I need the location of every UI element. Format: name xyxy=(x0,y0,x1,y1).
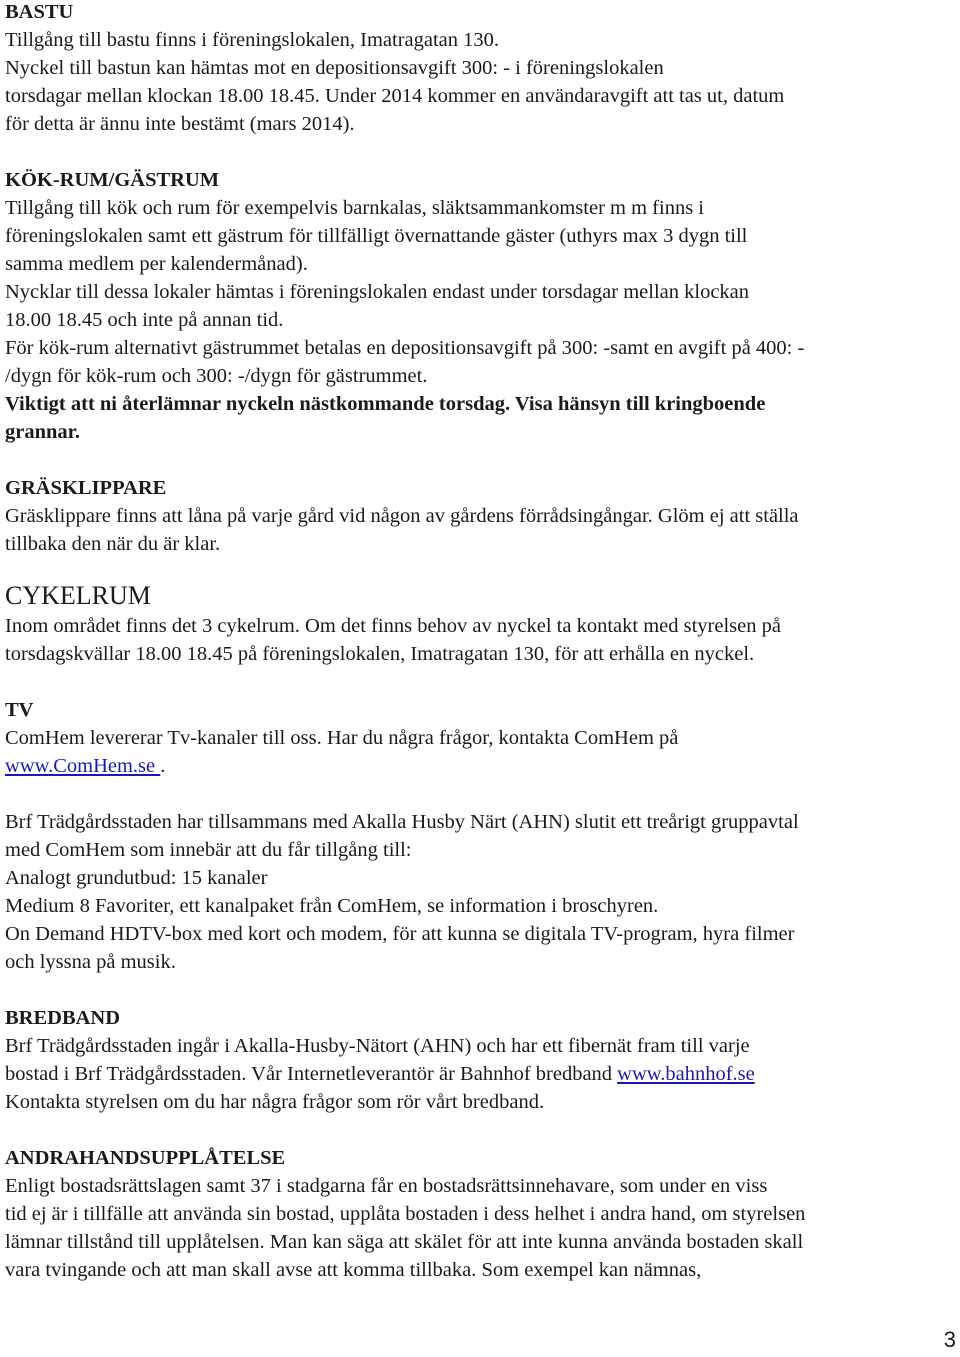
spacer xyxy=(5,976,955,1004)
section-heading: TV xyxy=(5,699,34,721)
section-tv xyxy=(5,696,955,976)
text-line: Tillgång till bastu finns i föreningslokalen, Imatragatan 130. xyxy=(5,29,500,51)
text-line: För kök-rum alternativt gästrummet betalas en depositionsavgift på 300: -samt en avgift på 400: - xyxy=(5,337,805,359)
section-heading: CYKELRUM xyxy=(5,581,151,610)
text-line: tid ej är i tillfälle att använda sin bostad, upplåta bostaden i dess helhet i andra hand, om styrelsen xyxy=(5,1203,806,1225)
text-line: Enligt bostadsrättslagen samt 37 i stadgarna får en bostadsrättsinnehavare, som under en viss xyxy=(5,1175,768,1197)
spacer xyxy=(5,138,955,166)
text-line: Medium 8 Favoriter, ett kanalpaket från ComHem, se information i broschyren. xyxy=(5,895,659,917)
text-line xyxy=(5,752,955,780)
text-line: Analogt grundutbud: 15 kanaler xyxy=(5,867,268,889)
text-line: med ComHem som innebär att du får tillgång till: xyxy=(5,839,412,861)
text-line: Brf Trädgårdsstaden ingår i Akalla-Husby-Nätort (AHN) och har ett fibernät fram till varje xyxy=(5,1035,750,1057)
section-heading: BREDBAND xyxy=(5,1007,121,1029)
text-line: Brf Trädgårdsstaden har tillsammans med Akalla Husby Närt (AHN) slutit ett treårigt gruppavtal xyxy=(5,811,799,833)
text-line: Inom området finns det 3 cykelrum. Om det finns behov av nyckel ta kontakt med styrelsen på xyxy=(5,615,781,637)
bahnhof-link[interactable]: www.bahnhof.se xyxy=(617,1063,755,1085)
section-andrahand xyxy=(5,1144,955,1284)
text-line: Nycklar till dessa lokaler hämtas i föreningslokalen endast under torsdagar mellan klockan xyxy=(5,281,750,303)
text-line: ComHem levererar Tv-kanaler till oss. Har du några frågor, kontakta ComHem på xyxy=(5,727,679,749)
text-line: /dygn för kök-rum och 300: -/dygn för gästrummet. xyxy=(5,365,428,387)
section-heading: ANDRAHANDSUPPLÅTELSE xyxy=(5,1147,286,1169)
text-span: bostad i Brf Trädgårdsstaden. Vår Internetleverantör är Bahnhof bredband xyxy=(5,1063,618,1085)
text-line: för detta är ännu inte bestämt (mars 2014). xyxy=(5,113,355,135)
section-kok-rum xyxy=(5,166,955,446)
section-bredband xyxy=(5,1004,955,1116)
section-bastu xyxy=(5,0,955,138)
important-note: Viktigt att ni återlämnar nyckeln nästkommande torsdag. Visa hänsyn till kringboende xyxy=(5,393,766,415)
spacer xyxy=(5,446,955,474)
spacer xyxy=(5,668,955,696)
comhem-link[interactable]: www.ComHem.se xyxy=(5,755,161,777)
spacer xyxy=(5,1116,955,1144)
section-heading: BASTU xyxy=(5,1,74,23)
text-line: tillbaka den när du är klar. xyxy=(5,533,221,555)
text-line: vara tvingande och att man skall avse att komma tillbaka. Som exempel kan nämnas, xyxy=(5,1259,702,1281)
text-line: torsdagskvällar 18.00 18.45 på föreningslokalen, Imatragatan 130, för att erhålla en nyckel. xyxy=(5,643,755,665)
spacer xyxy=(5,780,955,808)
section-grasklippare xyxy=(5,474,955,558)
text-line: lämnar tillstånd till upplåtelsen. Man kan säga att skälet för att inte kunna använda bostaden skall xyxy=(5,1231,804,1253)
text-line: torsdagar mellan klockan 18.00 18.45. Under 2014 kommer en användaravgift att tas ut, datum xyxy=(5,85,785,107)
text-line: och lyssna på musik. xyxy=(5,951,176,973)
page-number: 3 xyxy=(943,1327,956,1352)
text-span: . xyxy=(160,755,166,777)
text-line: Tillgång till kök och rum för exempelvis barnkalas, släktsammankomster m m finns i xyxy=(5,197,704,219)
text-line: föreningslokalen samt ett gästrum för tillfälligt övernattande gäster (uthyrs max 3 dygn till xyxy=(5,225,748,247)
text-line: Nyckel till bastun kan hämtas mot en depositionsavgift 300: - i föreningslokalen xyxy=(5,57,664,79)
section-heading: GRÄSKLIPPARE xyxy=(5,477,167,499)
document-page xyxy=(5,0,955,1284)
text-line: samma medlem per kalendermånad). xyxy=(5,253,308,275)
text-line xyxy=(5,1060,955,1088)
text-line: 18.00 18.45 och inte på annan tid. xyxy=(5,309,284,331)
text-line: Gräsklippare finns att låna på varje gård vid någon av gårdens förrådsingångar. Glöm ej att ställa xyxy=(5,505,799,527)
text-line: Kontakta styrelsen om du har några frågor som rör vårt bredband. xyxy=(5,1091,545,1113)
section-heading: KÖK-RUM/GÄSTRUM xyxy=(5,169,220,191)
important-note: grannar. xyxy=(5,421,80,443)
section-cykelrum xyxy=(5,580,955,668)
spacer xyxy=(5,558,955,580)
text-line: On Demand HDTV-box med kort och modem, för att kunna se digitala TV-program, hyra filmer xyxy=(5,923,795,945)
